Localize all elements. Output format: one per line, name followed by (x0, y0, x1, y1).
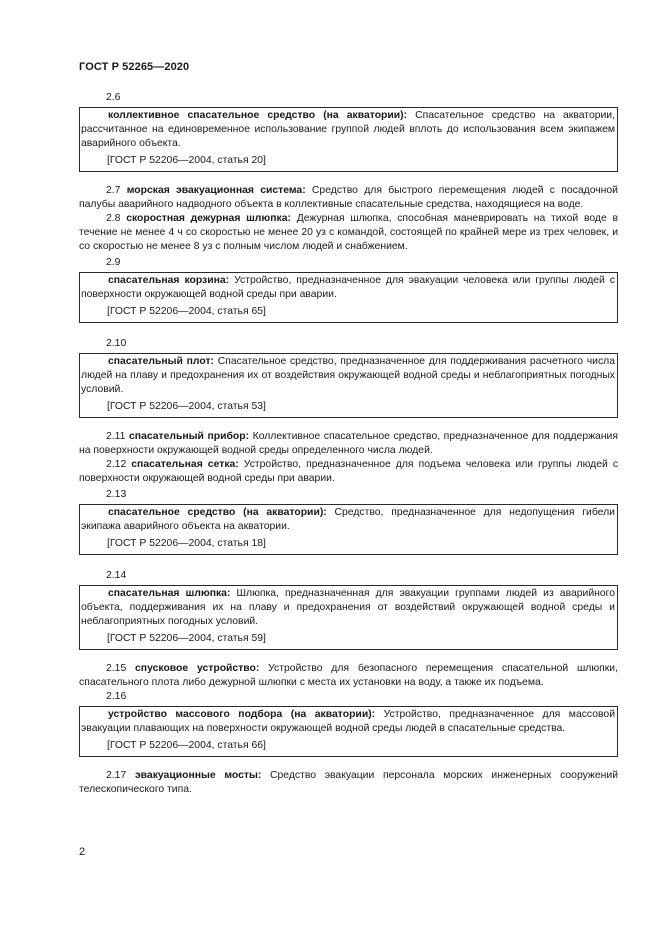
definition: Шлюпка, предназначенная для эвакуации группами людей из аварийного объекта, поддерживания их на плаву и предохранения от воздействий окружающей водной среды и неблагоприятных погодных условий. (81, 588, 615, 627)
term: скоростная дежурная шлюпка: (126, 213, 291, 224)
term: спасательный прибор: (129, 431, 250, 442)
quoted-definition-box (79, 504, 618, 555)
definition-paragraph (79, 662, 618, 690)
source-reference: [ГОСТ Р 52206—2004, статья 20] (107, 155, 266, 166)
definition: Устройство, предназначенное для массовой эвакуации плавающих на поверхности окружающей водной среды людей в спасательные средства. (81, 709, 615, 734)
term: спасательное средство (на акватории): (108, 507, 327, 518)
definition-paragraph (79, 430, 618, 458)
definition: Коллективное спасательное средство, предназначенное для поддержания на поверхности окружающей водной среды определенного числа людей. (79, 431, 618, 456)
source-reference: [ГОСТ Р 52206—2004, статья 66] (107, 740, 266, 751)
definition-paragraph (79, 769, 618, 797)
definition: Средство эвакуации персонала морских инженерных сооружений телескопического типа. (79, 770, 619, 795)
definition: Средство, предназначенное для недопущения гибели экипажа аварийного объекта на акватории. (81, 507, 615, 532)
term: спусковое устройство: (135, 663, 260, 674)
source-reference: [ГОСТ Р 52206—2004, статья 53] (107, 401, 266, 412)
quoted-definition-box (79, 706, 618, 757)
source-reference: [ГОСТ Р 52206—2004, статья 59] (107, 633, 266, 644)
entry-number: 2.15 (106, 663, 127, 674)
entry-number: 2.11 (106, 431, 126, 442)
entry-number: 2.16 (106, 691, 127, 702)
quoted-definition-box (79, 107, 618, 172)
definition-text (80, 587, 617, 629)
page-number: 2 (79, 846, 86, 858)
entry-number: 2.8 (106, 213, 121, 224)
document-body (79, 89, 618, 797)
definition-paragraph (79, 458, 618, 486)
definition: Устройство, предназначенное для подъема человека или группы людей с поверхности окружающей водной среды при аварии. (79, 459, 619, 484)
definition-text (80, 274, 617, 302)
source-reference: [ГОСТ Р 52206—2004, статья 18] (107, 538, 266, 549)
term: спасательная корзина: (108, 275, 230, 286)
definition: Спасательное средство на акватории, рассчитанное на единовременное использование группой людей вплоть до использования всем экипажем аварийного объекта. (81, 110, 615, 149)
definition: Устройство, предназначенное для эвакуации человека или группы людей с поверхности окружающей водной среды при аварии. (81, 275, 615, 300)
entry-number: 2.17 (106, 770, 127, 781)
entry-number: 2.7 (106, 185, 121, 196)
term: спасательная сетка: (131, 459, 239, 470)
entry-number: 2.12 (106, 459, 127, 470)
definition-text (80, 109, 617, 151)
entry-number: 2.9 (106, 257, 121, 268)
entry-number: 2.6 (106, 92, 121, 103)
definition: Средство для быстрого перемещения людей с посадочной палубы аварийного надводного объекта в коллективные спасательные средства, находящиеся на воде. (79, 185, 618, 210)
definition-text (80, 506, 617, 534)
term: спасательная шлюпка: (108, 588, 231, 599)
term: эвакуационные мосты: (134, 770, 262, 781)
definition-text (80, 355, 617, 397)
term: устройство массового подбора (на акватории): (108, 709, 376, 720)
entry-number: 2.14 (106, 570, 127, 581)
source-reference: [ГОСТ Р 52206—2004, статья 65] (107, 306, 266, 317)
term: спасательный плот: (108, 356, 215, 367)
definition: Дежурная шлюпка, способная маневрировать на тихой воде в течение не менее 4 ч со скоростью не менее 20 уз с командой, состоящей по крайней мере из трех человек, и со скоростью не менее 8 уз с полным числом людей и снабжением. (79, 213, 618, 252)
term: морская эвакуационная система: (126, 185, 306, 196)
quoted-definition-box (79, 353, 618, 418)
entry-number: 2.13 (106, 489, 127, 500)
definition: Спасательное средство, предназначенное для поддерживания расчетного числа людей на плаву и предохранения их от воздействия окружающей водной среды и неблагоприятных погодных условий. (81, 356, 615, 395)
quoted-definition-box (79, 272, 618, 323)
definition-paragraph (79, 212, 618, 254)
entry-number: 2.10 (106, 338, 127, 349)
definition-text (80, 708, 617, 736)
document-header: ГОСТ Р 52265—2020 (79, 61, 190, 73)
definition-paragraph (79, 184, 618, 212)
definition: Устройство для безопасного перемещения спасательной шлюпки, спасательного плота либо дежурной шлюпки с места их установки на воду, а также их подъема. (79, 663, 619, 688)
term: коллективное спасательное средство (на акватории): (108, 110, 408, 121)
quoted-definition-box (79, 585, 618, 650)
